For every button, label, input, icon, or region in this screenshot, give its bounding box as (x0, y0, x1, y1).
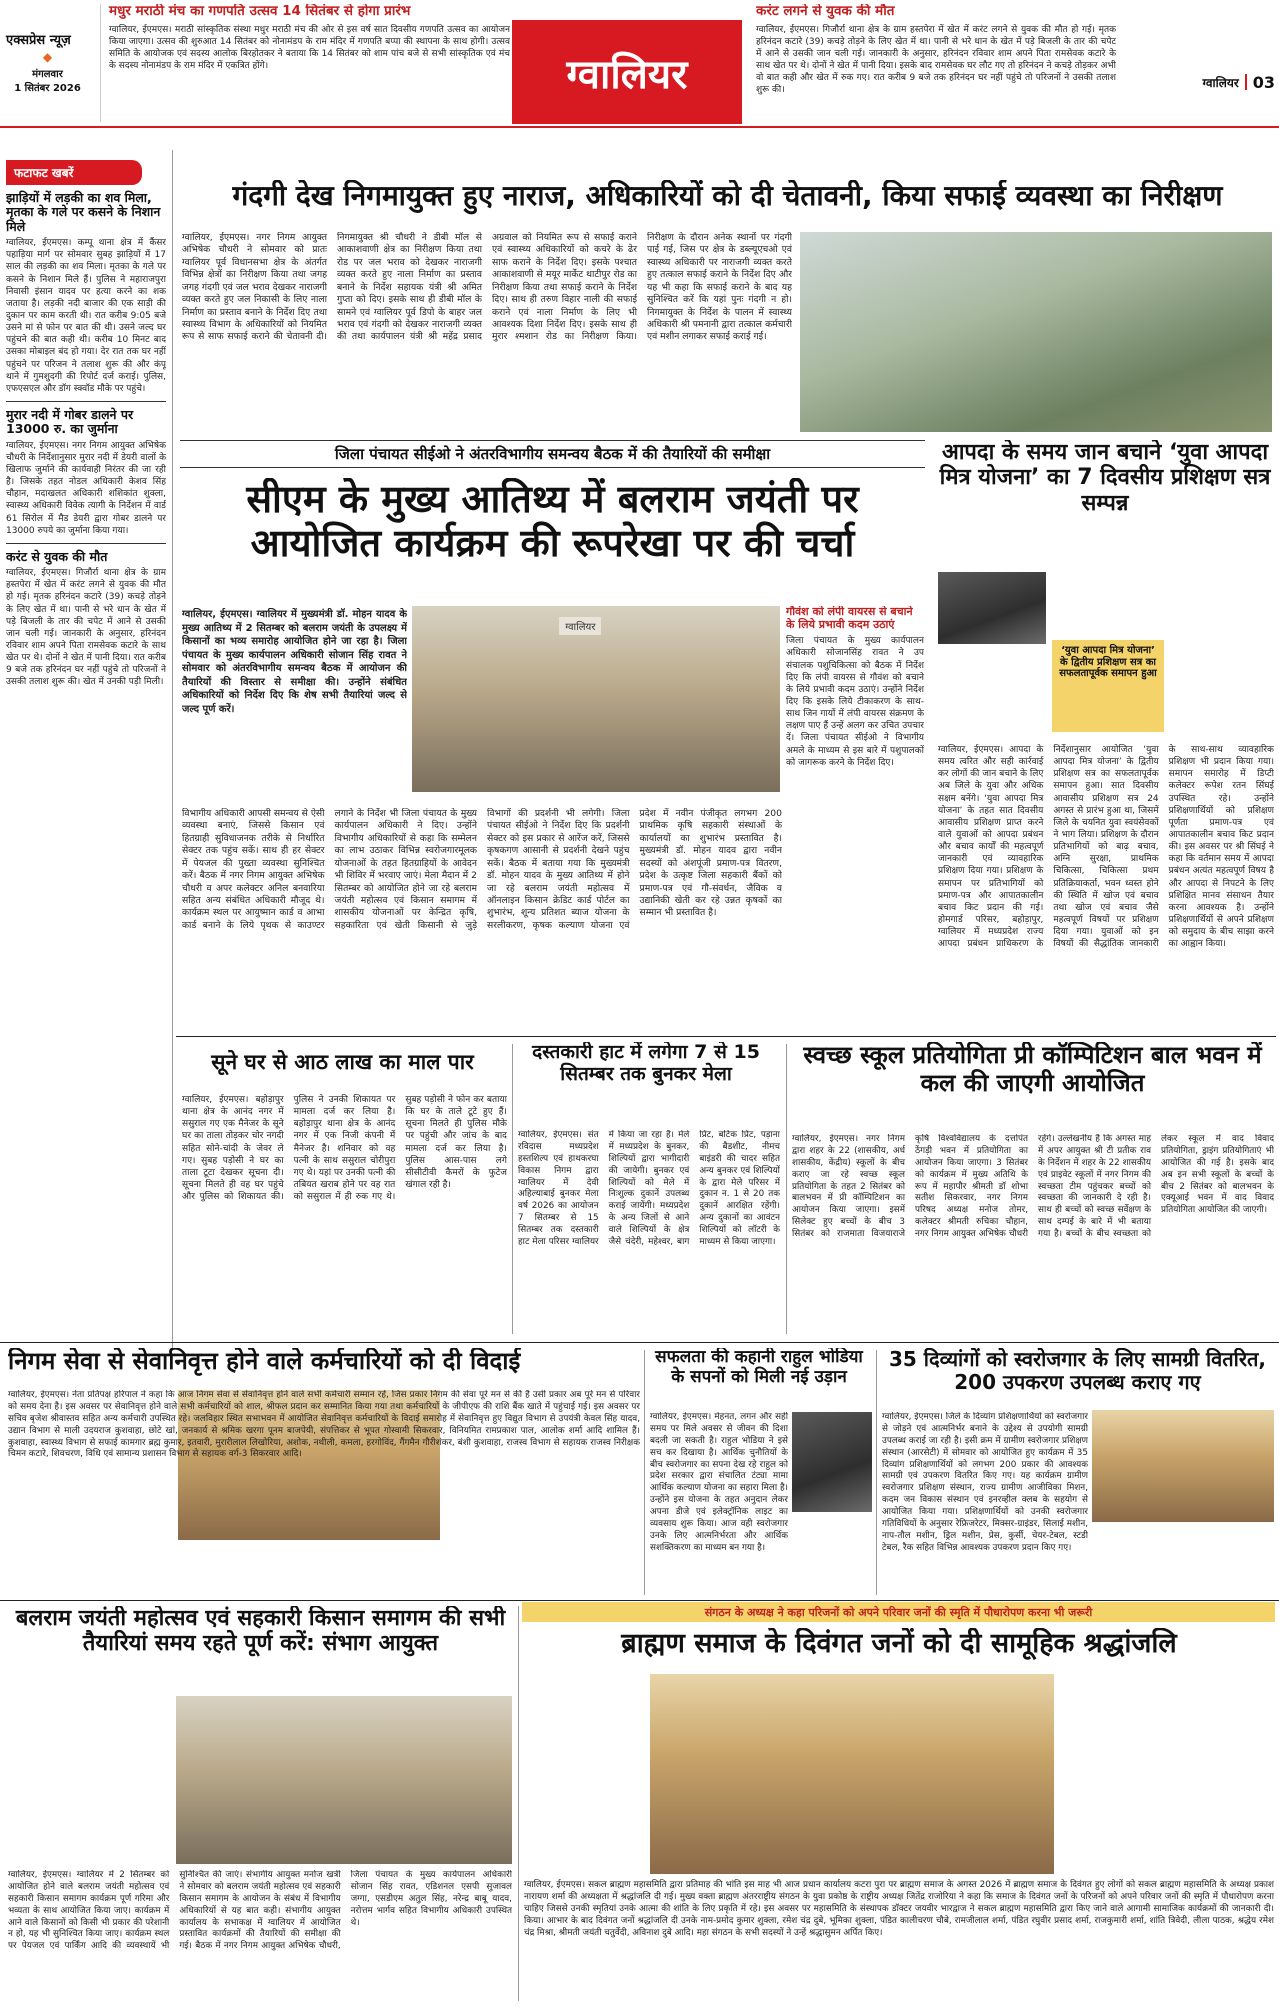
city-banner (512, 20, 742, 124)
sidebar-body: ग्वालियर, ईएमएस। कम्पू थाना क्षेत्र में कैंसर पहाड़िया मार्ग पर सोमवार सुबह झाड़ियों में 17 साल की लड़की का शव मिला। मृतका के गले पर कसने के निशान मिले हैं। पुलिस ने महाराजपुरा निवासी इंसान यादव पर हत्या करने का शक जताया है। लड़की नदी बाजार की एक साड़ी की दुकान पर काम करती थी। रात करीब 9:05 बजे उसने मां से फोन पर बात की थी। उसने जल्द घर पहुंचने की बात कही थी। करीब 10 मिनट बाद उसका मोबाइल बंद हो गया। देर रात तक घर नहीं पहुंचने पर परिजन ने तलाश शुरू की और कंपू थाने में गुमशुदगी की रिपोर्ट दर्ज कराई। पुलिस, एफएसएल और डॉग स्क्वॉड मौके पर पहुंचे। (6, 238, 166, 394)
top-left-body: ग्वालियर, ईएमएस। मराठी सांस्कृतिक संस्था मधुर मराठी मंच की ओर से इस वर्ष सात दिवसीय गणपति उत्सव का आयोजन किया जाएगा। उत्सव की शुरुआत 14 सितंबर को नोनामंडप के राम मंदिर में गणपति बप्पा की स्थापना के साथ होगी। उत्सव समिति के आयोजक एवं सदस्य आलोक बिरहोतकर ने बताया कि 14 सितंबर को शाम पांच बजे से सभी सांस्कृतिक एवं मंच के सदस्य नोनामंडप के राम मंदिर में एकत्रित होंगे। (109, 24, 510, 71)
aapda-body: ग्वालियर, ईएमएस। आपदा के समय त्वरित और सही कार्रवाई कर लोगों की जान बचाने के लिए अब जिले के युवा और अधिक सक्षम बनेंगे। ‘युवा आपदा मित्र योजना’ के तहत सात दिवसीय आवासीय प्रशिक्षण प्राप्त करने वाले युवाओं को आपदा प्रबंधन और बचाव कार्यों की महत्वपूर्ण जानकारी एवं व्यावहारिक प्रशिक्षण दिया गया। प्रशिक्षण के समापन पर प्रतिभागियों को प्रमाण-पत्र और आपातकालीन बचाव किट प्रदान की गई। होमगार्ड परिसर, बहोड़ापुर, ग्वालियर में मध्यप्रदेश राज्य आपदा प्रबंधन प्राधिकरण के निर्देशानुसार आयोजित ‘युवा आपदा मित्र योजना’ के द्वितीय प्रशिक्षण सत्र का सफलतापूर्वक समापन हुआ। सात दिवसीय आवासीय प्रशिक्षण सत्र 24 अगस्त से प्रारंभ हुआ था, जिसमें जिले के चयनित युवा स्वयंसेवकों ने भाग लिया। प्रशिक्षण के दौरान प्रतिभागियों को बाढ़ बचाव, अग्नि सुरक्षा, प्राथमिक चिकित्सा, चिकित्सा प्रथम प्रतिक्रियाकर्ता, भवन ध्वस्त होने की स्थिति में खोज एवं बचाव तथा खोज एवं बचाव जैसे महत्वपूर्ण विषयों पर प्रशिक्षण दिया गया। युवाओं को इन विषयों की सैद्धांतिक जानकारी के साथ-साथ व्यावहारिक प्रशिक्षण भी प्रदान किया गया। समापन समारोह में डिप्टी कलेक्टर रूपेश रतन सिंघई उपस्थित रहे। उन्होंने प्रशिक्षणार्थियों को प्रशिक्षण पूर्णता प्रमाण-पत्र एवं आपातकालीन बचाव किट प्रदान की। इस अवसर पर श्री सिंघई ने कहा कि वर्तमान समय में आपदा प्रबंधन अत्यंत महत्वपूर्ण विषय है और आपदा से निपटने के लिए प्रशिक्षित मानव संसाधन तैयार करना आवश्यक है। उन्होंने प्रशिक्षणार्थियों से अपने प्रशिक्षण को समुदाय के बीच साझा करने का आह्वान किया। (938, 745, 1274, 950)
balram-intro: ग्वालियर, ईएमएस। ग्वालियर में मुख्यमंत्री डॉ. मोहन यादव के मुख्य आतिथ्य में 2 सितम्बर को बलराम जयंती के उपलक्ष्य में किसानों का भव्य समारोह आयोजित होने जा रहा है। जिला पंचायत के मुख्य कार्यपालन अधिकारी सोजान सिंह रावत ने सोमवार को अंतरविभागीय समन्वय बैठक में आयोजन की तैयारियों की विस्तार से समीक्षा की। उन्होंने संबंधित अधिकारियों को निर्देश दिए कि शेष सभी तैयारियां जल्द से जल्द पूर्ण करें। (182, 609, 407, 715)
rahul-body: ग्वालियर, ईएमएस। मेहनत, लगन और सही समय पर मिले अवसर से जीवन की दिशा बदली जा सकती है। राहुल भोडिया ने इसे सच कर दिखाया है। आर्थिक चुनौतियों के बीच स्वरोजगार का सपना देख रहे राहुल को प्रदेश सरकार द्वारा संचालित टंट्या मामा आर्थिक कल्याण योजना का सहारा मिला है। उन्होंने इस योजना के तहत अनुदान लेकर अपना डीजे एवं इलेक्ट्रॉनिक लाइट का व्यवसाय शुरू किया। आज वही स्वरोजगार उनके लिए आत्मनिर्भरता और आर्थिक सशक्तिकरण का माध्यम बन गया है। (650, 1412, 788, 1553)
rahul-headline: सफलता की कहानी राहुल भोडिया के सपनों को मिली नई उड़ान (655, 1348, 863, 1387)
sidebar-body: ग्वालियर, ईएमएस। नगर निगम आयुक्त अभिषेक चौधरी के निर्देशानुसार मुरार नदी में डेयरी वालों के खिलाफ जुर्माने की कार्यवाही निरंतर की जा रही है। जिसके तहत नोडल अधिकारी केशव सिंह चौहान, मदाखलत अधिकारी शशिकांत शुक्ला, स्वास्थ्य अधिकारी विवेक त्यागी के निर्देशन में वार्ड 61 सिरोल में मैड डेयरी द्वारा गोबर डालने पर 13000 रुपये का जुर्माना किया गया। (6, 440, 166, 536)
lead-headline: गंदगी देख निगमायुक्त हुए नाराज, अधिकारियों को दी चेतावनी, किया सफाई व्यवस्था का निरीक्षण (232, 180, 1223, 212)
aapda-photo (938, 572, 1046, 644)
aapda-headline: आपदा के समय जान बचाने ‘युवा आपदा मित्र योजना’ का 7 दिवसीय प्रशिक्षण सत्र सम्पन्न (939, 440, 1271, 516)
lead-photo (800, 232, 1272, 432)
sidebar-title: फटाफट खबरें (6, 160, 142, 185)
balram-body: विभागीय अधिकारी आपसी समन्वय से ऐसी व्यवस्था बनाएं, जिससे किसान एवं हितग्राही सुविधाजनक तरीके से निर्धारित सेक्टर तक पहुंच सकें। साथ ही हर सेक्टर में पेयजल की पुख्ता व्यवस्था सुनिश्चित करें। बैठक में नगर निगम आयुक्त अभिषेक चौधरी व अपर कलेक्टर अनिल बनवारिया सहित अन्य संबंधित अधिकारी मौजूद थे। कार्यक्रम स्थल पर आयुष्मान कार्ड व आभा कार्ड बनाने के लिये पृथक से काउण्टर लगाने के निर्देश भी जिला पंचायत के मुख्य कार्यपालन अधिकारी ने दिए। उन्होंने विभागीय अधिकारियों से कहा कि सम्मेलन का लाभ उठाकर विभिन्न स्वरोजगारमूलक योजनाओं के तहत हितग्राहियों के आवेदन भी शिविर में भरवाए जाएं। मेला मैदान में 2 सितम्बर को आयोजित होने जा रहे बलराम जयंती महोत्सव एवं किसान समागम में शासकीय योजनाओं पर केन्द्रित कृषि, सहकारिता एवं खेती किसानी से जुड़े विभागों की प्रदर्शनी भी लगेगी। जिला पंचायत सीईओ ने निर्देश दिए कि प्रदर्शनी सेक्टर को इस प्रकार से आरेंज करें, जिससे कृषकगण आसानी से प्रदर्शनी देखने पहुंच सकें। बैठक में बताया गया कि मुख्यमंत्री डॉ. मोहन यादव के मुख्य आतिथ्य में होने जा रहे बलराम जयंती महोत्सव में ऑनलाइन किसान क्रेडिट कार्ड पोर्टल का शुभारंभ, शून्य प्रतिशत ब्याज योजना के सरलीकरण, कृषक कल्याण योजना एवं प्रदेश में नवीन पंजीकृत लगभग 200 प्राथमिक कृषि सहकारी संस्थाओं के कार्यालयों का शुभारंभ प्रस्तावित है। मुख्यमंत्री डॉ. मोहन यादव द्वारा नवीन सदस्यों को अंशपूंजी प्रमाण-पत्र वितरण, प्रदेश के उत्कृष्ट जिला सहकारी बैंकों को प्रमाण-पत्र एवं गौ-संवर्धन, जैविक व उद्यानिकी खेती कर रहे उन्नत कृषकों का सम्मान भी प्रस्तावित है। (182, 808, 782, 931)
top-left-story (100, 4, 510, 122)
sidebar-item (6, 408, 166, 537)
divyang-headline: 35 दिव्यांगों को स्वरोजगार के लिए सामग्री वितरित, 200 उपकरण उपलब्ध कराए गए (888, 1348, 1267, 1394)
sidebar-body: ग्वालियर, ईएमएस। गिजौर्रा थाना क्षेत्र के ग्राम हस्तपेरा में खेत में करंट लगने से युवक की मौत हो गई। मृतक हरिनंदन कटारे (39) कचड़े तोड़ने के लिए खेत में था। पानी से भरे धान के खेत में पड़े बिजली के तार की चपेट में आने से उसकी जान चली गई। जानकारी के अनुसार, हरिनंदन रविवार शाम अपने पिता रामसेवक कटारे के साथ खेत पर थे। दोनों ने खेत में पानी दिया। रात करीब 9 बजे तक हरिनंदन घर नहीं पहुंचे तो परिजनों ने उसकी तलाश शुरू की। खेत में उनकी पड़ी मिली। (6, 568, 166, 688)
sidebar-item (6, 191, 166, 395)
paper-name: एक्सप्रेस न्यूज़ (6, 33, 71, 48)
rahul-photo (792, 1412, 872, 1512)
school-headline: स्वच्छ स्कूल प्रतियोगिता प्री कॉम्पिटिशन बाल भवन में कल की जाएगी आयोजित (803, 1042, 1262, 1097)
shraddha-headline: ब्राह्मण समाज के दिवंगत जनों को दी सामूहिक श्रद्धांजलि (621, 1628, 1177, 1659)
lead-body: ग्वालियर, ईएमएस। नगर निगम आयुक्त अभिषेक चौधरी ने सोमवार को प्रातः ग्वालियर पूर्व विधानसभा क्षेत्र के अंतर्गत विभिन्न क्षेत्रों का निरीक्षण किया तथा जगह जगह गंदगी एवं जल भराव देखकर नाराजगी व्यक्त करते हुए जल निकासी के लिए नाला निर्माण का प्रस्ताव बनाने के निर्देश दिए तथा स्वास्थ्य विभाग के अधिकारियों को नियमित रूप से साफ सफाई कराने की चेतावनी दी। निगमायुक्त श्री चौधरी ने डीबी मॉल से आकाशवाणी क्षेत्र का निरीक्षण किया तथा रोड पर जल भराव को देखकर नाराजगी व्यक्त करते हुए नाला निर्माण का प्रस्ताव बनाने के निर्देश सहायक यंत्री श्री अमित गुप्ता को दिए। इसके साथ ही डीबी मॉल के सामने एवं ग्वालियर पूर्व डिपो के बाहर जल भराव एवं गंदगी को देखकर नाराजगी व्यक्त की तथा कार्यपालन यंत्री श्री महेंद्र प्रसाद अग्रवाल को नियमित रूप से सफाई कराने एवं स्वास्थ्य अधिकारियों को कचरे के ढेर साफ कराने के निर्देश दिए। इसके पश्चात आकाशवाणी से मयूर मार्केट थाटीपुर रोड का निरीक्षण किया तथा सफाई कराने के निर्देश दिए। साथ ही तरुण विहार नाली की सफाई कराने एवं नाला निर्माण के लिए भी आवश्यक दिशा निर्देश दिए। इसके साथ ही मुरार श्मशान रोड का निरीक्षण किया। निरीक्षण के दौरान अनेक स्थानों पर गंदगी पाई गई, जिस पर क्षेत्र के डब्ल्यूएचओ एवं स्वास्थ्य अधिकारी पर नाराजगी व्यक्त करते हुए तत्काल सफाई कराने के निर्देश दिए और यह भी कहा कि सफाई कराने के बाद यह सुनिश्चित करें कि यहां पुनः गंदगी न हो। निगमायुक्त के निर्देश के पालन में स्वास्थ्य अधिकारी श्री पमनानी द्वारा तत्काल कर्मचारी एवं मशीन लगाकर सफाई कराई गई। (182, 232, 792, 343)
top-right-story (756, 4, 1116, 122)
theft-headline: सूने घर से आठ लाख का माल पार (211, 1050, 474, 1074)
sidebar-headline: करंट से युवक की मौत (6, 548, 108, 564)
ornament-icon: ◆ (42, 50, 53, 64)
retire-body: ग्वालियर, ईएमएस। नेता प्रतिपक्ष हरिपाल ने कहा कि आज निगम सेवा से सेवानिवृत्त होने वाले सभी कर्मचारी सम्मान रहें, जिस प्रकार निगम की सेवा पूरे मन से की है उसी प्रकार अब पूरे मन से परिवार को समय देना है। इस अवसर पर सेवानिवृत्त होने वाले सभी कर्मचारियों को शाल, श्रीफल प्रदान कर सम्मानित किया गया तथा कर्मचारियों के जीपीएफ की राशि बैंक खाते में पहुंचाई गई। इस अवसर पर सचिव बृजेश श्रीवास्तव सहित अन्य कर्मचारी उपस्थित रहे। जलविहार स्थित सभाभवन में आयोजित सेवानिवृत्त कर्मचारियों के विदाई समारोह में सेवानिवृत्त हुए विद्युत विभाग से उपयंत्री केवल सिंह यादव, उद्यान विभाग से माली उदयराज कुशवाहा, छोटे खां, जनकार्य से श्रमिक खरगा पूनम बाजपेयी, संपत्तिकर से भूपत गोस्वामी सिकरवार, विनियमित रामप्रकाश पाल, आलोक शर्मा आदि शामिल हैं। कुशवाहा, स्वास्थ्य विभाग से सफाई कामगार ब्रह्म कुमार, इतवारी, मुरारीलाल लिखोरिया, अशोक, नथीली, कमला, हरगोविंद, गैंगमैन गौरीशंकर, बंशी कुशवाहा, राजस्व विभाग से सहायक राजस्व निरीक्षक चिमन कटारे, शिवचरण, विधि एवं सामान्य प्रशासन विभाग से सहायक वर्ग-3 सिकरवार आदि। (8, 1390, 640, 1460)
sidebar-item (6, 550, 166, 689)
haat-body: ग्वालियर, ईएमएस। संत रविदास मध्यप्रदेश हस्तशिल्प एवं हाथकरघा विकास निगम द्वारा ग्वालियर में देवी अहिल्याबाई बुनकर मेला वर्ष 2026 का आयोजन 7 सितम्बर से 15 सितम्बर तक दस्तकारी हाट मेला परिसर ग्वालियर में किया जा रहा है। मेले में मध्यप्रदेश के बुनकर, शिल्पियों द्वारा भागीदारी की जायेगी। बुनकर एवं शिल्पियों को मेले में निःशुल्क दुकानें उपलब्ध कराई जायेंगी। मध्यप्रदेश के अन्य जिलों से आने वाले शिल्पियों के क्षेत्र जैसे चंदेरी, महेश्वर, बाग प्रिंट, बटिक प्रिंट, पड़ाना की बैडशीट, नीमच बाइंडरी की चादर सहित अन्य बुनकर एवं शिल्पियों के द्वारा मेले परिसर में दुकान न. 1 से 20 तक दुकानें आरक्षित रहेंगी। अन्य दुकानों का आवंटन शिल्पियों को लॉटरी के माध्यम से किया जाएगा। (518, 1130, 780, 1247)
sidebar-headline: मुरार नदी में गोबर डालने पर 13000 रु. का जुर्माना (6, 406, 134, 437)
school-body: ग्वालियर, ईएमएस। नगर निगम द्वारा शहर के 22 (शासकीय, अर्ध शासकीय, केंद्रीय) स्कूलों के बीच कराए जा रहे स्वच्छ स्कूल प्रतियोगिता के तहत 2 सितंबर को बालभवन में प्री कॉम्पिटिशन का आयोजन किया जाएगा। इसमें सिलेक्ट हुए बच्चों के बीच 3 सितंबर को राजमाता विजयाराजे कृषि विश्वविद्यालय के दत्तोपंत ठेंगड़ी भवन में प्रतियोगिता का आयोजन किया जाएगा। 3 सितंबर को कार्यक्रम में मुख्य अतिथि के रूप में महापौर श्रीमती डॉ शोभा सतीश सिकरवार, नगर निगम परिषद अध्यक्ष मनोज तोमर, कलेक्टर श्रीमती रुचिका चौहान, नगर निगम आयुक्त अभिषेक चौधरी रहेंगे। उल्लेखनीय है कि अगस्त माह में अपर आयुक्त श्री टी प्रतीक राव के निर्देशन में शहर के 22 शासकीय एवं प्राइवेट स्कूलों में नगर निगम की स्वच्छता टीम पहुंचकर बच्चों को स्वच्छता की जानकारी दे रही है। साथ ही बच्चों को स्वच्छ सर्वेक्षण के साथ दम्पई के बारे में भी बताया गया है। बच्चों के बीच स्वच्छता को लेकर स्कूल में वाद विवाद प्रतियोगिता, ड्राइंग प्रतियोगिताएं भी आयोजित की गई है। इसके बाद अब इन सभी स्कूलों के बच्चों के बीच 2 सितंबर को बालभवन के एक्यूआई भवन में वाद विवाद प्रतियोगिता आयोजित की जाएगी। (792, 1134, 1274, 1239)
issue-date: 1 सितंबर 2026 (14, 83, 81, 94)
aapda-callout (1052, 640, 1164, 732)
page-city: ग्वालियर (1202, 75, 1239, 90)
masthead-left (0, 0, 95, 120)
city-title: ग्वालियर (566, 50, 688, 98)
samagam-headline: बलराम जयंती महोत्सव एवं सहकारी किसान समागम की सभी तैयारियां समय रहते पूर्ण करें: संभाग आयुक्त (15, 1606, 506, 1657)
sidebar (6, 160, 166, 1340)
shraddha-kicker-bar (522, 1602, 1275, 1622)
issue-day: मंगलवार (32, 69, 63, 80)
shraddha-kicker: संगठन के अध्यक्ष ने कहा परिजनों को अपने परिवार जनों की स्मृति में पौधारोपण करना भी जरूरी (704, 1605, 1093, 1619)
divyang-photo (1092, 1410, 1274, 1522)
balram-photo (412, 606, 780, 792)
balram-headline: सीएम के मुख्य आतिथ्य में बलराम जयंती पर आयोजित कार्यक्रम की रूपरेखा पर की चर्चा (246, 478, 859, 565)
photo-sign-text: ग्वालियर (559, 617, 601, 635)
haat-headline: दस्तकारी हाट में लगेगा 7 से 15 सितम्बर तक बुनकर मेला (532, 1042, 760, 1085)
sidebar-headline: झाड़ियों में लड़की का शव मिला, मृतका के गले पर कसने के निशान मिले (6, 190, 161, 234)
balram-kicker: जिला पंचायत सीईओ ने अंतरविभागीय समन्वय बैठक में की तैयारियों की समीक्षा (334, 445, 771, 463)
shraddha-body: ग्वालियर, ईएमएस। सकल ब्राह्मण महासमिति द्वारा प्रतिमाह की भांति इस माह भी आज प्रधान कार्यालय कटरा पुरा पर ब्राह्मण समाज के अगस्त 2026 में ब्राह्मण समाज के दिवंगत हुए लोगों को सकल ब्राह्मण महासमिति के अध्यक्ष प्रकाश नारायण शर्मा की अध्यक्षता में श्रद्धांजलि दी गई। मुख्य वक्ता ब्राह्मण अंतरराष्ट्रीय संगठन के युवा प्रकोष्ठ के राष्ट्रीय अध्यक्ष जितेंद्र राजोरिया ने कहा कि समाज के दिवंगत जनों के परिजनों को अपने परिवार जनों की स्मृति में पौधारोपण करना चाहिए जिससे उनकी स्मृतियां उनके आत्मा की शांति के लिए प्रकृति में रहे। इस अवसर पर महासमिति के संस्थापक डॉक्टर जयवीर भारद्वाज ने सकल ब्राह्मण महासमिति द्वारा किए जाने वाले आगामी सामाजिक कार्यक्रमों की जानकारी दी। किया। आभार के बाद दिवंगत जनों श्रद्धांजलि दी उनके नाम-प्रमोद कुमार शुक्ला, रमेश चंद्र दुबे, भूमिका शुक्ला, पंडित कालीचरण चौबे, रामजीलाल शर्मा, पंडित रघुवीर प्रसाद शर्मा, राजकुमारी शर्मा, शांति त्रिवेदी, लीला पाठक, श्रद्धेय रमेश चंद्र मिश्रा, श्रीमती जयंती चतुर्वेदी, अविनाश दुबे आदि। महा संगठन के सभी सदस्यों ने उन्हें श्रद्धासुमन अर्पित किए। (524, 1880, 1274, 1938)
divyang-body: ग्वालियर, ईएमएस। जिले के दिव्यांग प्रशिक्षणार्थियों को स्वरोजगार से जोड़ने एवं आत्मनिर्भर बनाने के उद्देश्य से उपयोगी सामग्री उपलब्ध कराई जा रही है। इसी क्रम में ग्रामीण स्वरोजगार प्रशिक्षण संस्थान (आरसेटी) में सोमवार को आयोजित हुए कार्यक्रम में 35 दिव्यांग प्रशिक्षणार्थियों को लगभग 200 प्रकार की आवश्यक सामग्री एवं उपकरण वितरित किए गए। यह कार्यक्रम ग्रामीण स्वरोजगार प्रशिक्षण संस्थान, राज्य ग्रामीण आजीविका मिशन, कदम जन विकास संस्थान एवं इनरव्हील क्लब के सहयोग से आयोजित किया गया। प्रशिक्षणार्थियों को उनकी स्वरोजगार गतिविधियों के अनुसार रेफ्रिजरेटर, मिक्सर-ग्राइंडर, सिलाई मशीन, नाप-तौल मशीन, ड्रिल मशीन, प्रेस, कुर्सी, चेयर-टेबल, स्टडी टेबल, रैक सहित विभिन्न आवश्यक उपकरण प्रदान किए गए। (882, 1412, 1088, 1553)
retire-headline: निगम सेवा से सेवानिवृत्त होने वाले कर्मचारियों को दी विदाई (8, 1348, 521, 1375)
samagam-photo (176, 1696, 512, 1864)
samagam-body: ग्वालियर, ईएमएस। ग्वालियर में 2 सितम्बर को आयोजित होने वाले बलराम जयंती महोत्सव एवं सहकारी किसान समागम कार्यक्रम पूर्ण गरिमा और भव्यता के साथ आयोजित किया जाए। कार्यक्रम में आने वाले किसानों को किसी भी प्रकार की परेशानी न हो, यह भी सुनिश्चित किया जाए। कार्यक्रम स्थल पर पेयजल एवं पार्किंग आदि की व्यवस्थायें भी सुनिश्चित की जाएं। संभागीय आयुक्त मनोज खत्री ने सोमवार को बलराम जयंती महोत्सव एवं सहकारी किसान समागम के आयोजन के संबंध में विभागीय अधिकारियों से यह बात कही। संभागीय आयुक्त कार्यालय के सभाकक्ष में ग्वालियर में आयोजित प्रस्तावित कार्यक्रमों की तैयारियों की समीक्षा की गई। बैठक में नगर निगम आयुक्त अभिषेक चौधरी, जिला पंचायत के मुख्य कार्यपालन अधिकारी सोजान सिंह रावत, एडिशनल एसपी सुजावल जग्गा, एसडीएम अतुल सिंह, नरेन्द्र बाबू यादव, नरोत्तम भार्गव सहित विभागीय अधिकारी उपस्थित थे। (8, 1870, 512, 1952)
balram-kicker-bar (180, 440, 925, 468)
top-right-body: ग्वालियर, ईएमएस। गिजौर्रा थाना क्षेत्र के ग्राम हस्तपेरा में खेत में करंट लगने से युवक की मौत हो गई। मृतक हरिनंदन कटारे (39) कचड़े तोड़ने के लिए खेत में था। पानी से भरे धान के खेत में पड़े बिजली के तार की चपेट में आने से उसकी जान चली गई। जानकारी के अनुसार, हरिनंदन रविवार शाम अपने पिता रामसेवक कटारे के साथ खेत पर थे। दोनों ने खेत में पानी दिया। इसके बाद रामसेवक घर लौट गए तो हरिनंदन ने कचड़े तोड़कर अभी वो बात कही और खेत में रुक गए। रात करीब 9 बजे तक हरिनंदन घर नहीं पहुंचे तो परिजनों ने उसकी तलाश शुरू की। (756, 24, 1116, 96)
page-marker (1120, 70, 1275, 94)
aapda-callout-text: ‘युवा आपदा मित्र योजना’ के द्वितीय प्रशिक्षण सत्र का सफलतापूर्वक समापन हुआ (1059, 645, 1157, 679)
balram-side (786, 606, 924, 1026)
page-number: 03 (1252, 72, 1275, 92)
theft-body: ग्वालियर, ईएमएस। बहोड़ापुर थाना क्षेत्र के आनंद नगर में ससुराल गए एक मैनेजर के सूने घर का ताला तोड़कर चोर नगदी सहित सोने-चांदी के जेवर ले गए। सुबह पड़ोसी ने घर का ताला टूटा देखकर सूचना दी। सूचना मिलते ही वह घर पहुंचे और पुलिस को शिकायत की। पुलिस ने उनकी शिकायत पर मामला दर्ज कर लिया है। बहोड़ापुर थाना क्षेत्र के आनंद नगर में एक निजी कंपनी में मैनेजर है। शनिवार को वह पत्नी के साथ ससुराल चोरीपुरा गए थे। यहां पर उनकी पत्नी की तबियत खराब होने पर वह रात को ससुराल में ही रुक गए थे। सुबह पड़ोसी ने फोन कर बताया कि घर के ताले टूटे हुए हैं। सूचना मिलते ही पुलिस मौके पर पहुंची और जांच के बाद मामला दर्ज कर लिया है। पुलिस आस-पास लगे सीसीटीवी कैमरों के फुटेज खंगाल रही है। (182, 1095, 507, 1203)
balram-side-body: जिला पंचायत के मुख्य कार्यपालन अधिकारी सोजानसिंह रावत ने उप संचालक पशुचिकित्सा को बैठक में निर्देश दिए कि लंपी वायरस से गौवंश को बचाने के लिये प्रभावी कदम उठाएं। उन्होंने निर्देश दिए कि इसके लिये टीकाकरण के साथ-साथ जिन गायों में लंपी वायरस संक्रमण के लक्षण पाए हैं उन्हें अलग कर उचित उपचार दें। जिला पंचायत सीईओ ने विभागीय अमले के माध्यम से इस बारे में पशुपालकों को जागरूक करने के निर्देश दिए। (786, 636, 924, 768)
top-right-headline: करंट लगने से युवक की मौत (756, 4, 895, 19)
balram-side-headline: गौवंश को लंपी वायरस से बचाने के लिये प्रभावी कदम उठाएं (786, 606, 913, 631)
top-left-headline: मधुर मराठी मंच का गणपति उत्सव 14 सितंबर से होगा प्रारंभ (109, 4, 411, 19)
